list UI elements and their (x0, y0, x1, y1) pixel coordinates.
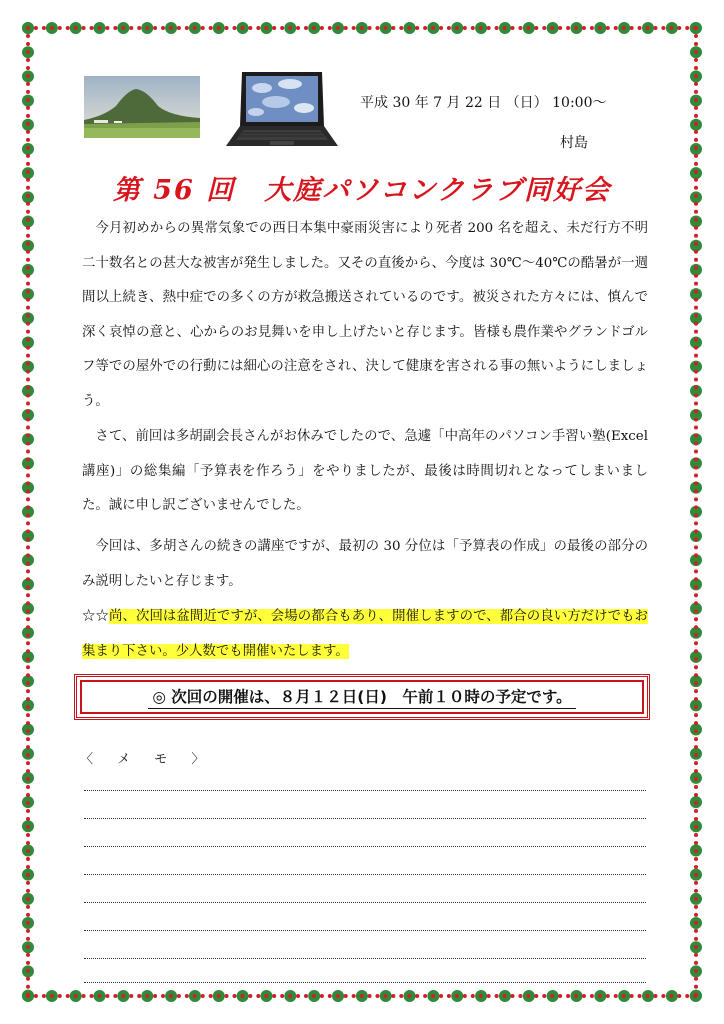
memo-line (84, 982, 646, 983)
memo-label: 〈 メ モ 〉 (80, 752, 215, 767)
paragraph-this-session: 今回は、多胡さんの続きの講座ですが、最初の 30 分位は「予算表の作成」の最後の部分のみ説明したいと存じます。 (82, 539, 648, 589)
author-name: 村島 (560, 135, 588, 151)
memo-line (84, 930, 646, 931)
page-title: 第 56 回 大庭パソコンクラブ同好会 (112, 175, 612, 206)
memo-line (84, 902, 646, 903)
highlighted-note: 尚、次回は盆間近ですが、会場の都合もあり、開催しますので、都合の良い方だけでもお集まり下さい。少人数でも開催いたします。 (82, 609, 649, 659)
hill-landscape-photo (84, 76, 200, 138)
next-meeting-notice-box (74, 674, 650, 720)
laptop-illustration (224, 70, 340, 148)
memo-line (84, 846, 646, 847)
memo-line (84, 958, 646, 959)
next-meeting-notice: ◎ 次回の開催は、８月１２日(日) 午前１０時の予定です。 (148, 685, 575, 709)
paragraph-previous-session: さて、前回は多胡副会長さんがお休みでしたので、急遽「中高年のパソコン手習い塾(Excel 講座)」の総集編「予算表を作ろう」をやりましたが、最後は時間切れとなってしまいました。誠に申し訳ございませんでした。 (82, 429, 648, 514)
memo-line (84, 874, 646, 875)
date-line: 平成 30 年 7 月 22 日 （日） 10:00～ (360, 95, 607, 111)
paragraph-disaster: 今月初めからの異常気象での西日本集中豪雨災害により死者 200 名を超え、未だ行方不明二十数名との甚大な被害が発生しました。又その直後から、今度は 30℃～40℃の酷暑が一週間以上続き、熱中症での多くの方が救急搬送されているのです。被災された方々には、慎んで深く哀悼の意と、心からのお見舞いを申し上げたいと存じます。皆様も農作業やグランドゴルフ等での屋外での行動には細心の注意をされ、決して健康を害される事の無いようにしましょう。 (82, 221, 648, 409)
memo-line (84, 790, 646, 791)
star-prefix: ☆☆ (82, 609, 109, 624)
memo-line (84, 818, 646, 819)
paragraph-next-notice (82, 600, 648, 669)
